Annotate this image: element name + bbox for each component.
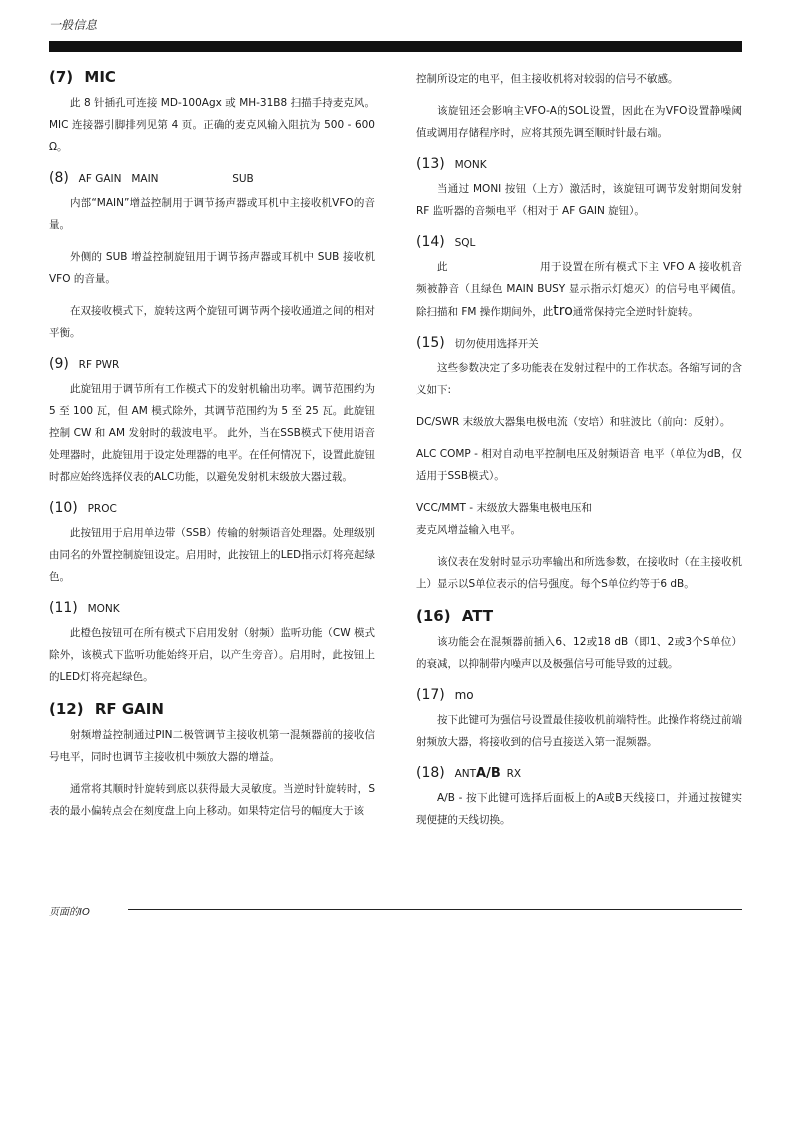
- section-number: (10): [49, 500, 78, 516]
- paragraph: 此橙色按钮可在所有模式下启用发射（射频）监听功能（CW 模式除外，该模式下监听功能始终开启，以产生旁音）。启用时，此按钮上的LED灯将亮起绿色。: [49, 627, 375, 683]
- section-title: PROC: [87, 503, 117, 515]
- section-number: (17): [416, 687, 445, 703]
- section-number: (14): [416, 234, 445, 250]
- paragraph: 此 8 针插孔可连接 MD-100Agx 或 MH-31B8 扫描手持麦克风。MIC 连接器引脚排列见第 4 页。正确的麦克风输入阻抗为 500 - 600 Ω。: [49, 97, 375, 153]
- text-run: 此: [437, 261, 448, 273]
- section-10-proc: [49, 500, 375, 588]
- section-title: AF GAIN: [78, 173, 122, 185]
- section-15-meter-select: [416, 335, 742, 595]
- section-number: (8): [49, 170, 69, 186]
- section-12-continued: [416, 68, 742, 144]
- section-12-rf-gain: [49, 700, 375, 822]
- section-number: (18): [416, 765, 445, 781]
- paragraph: 这些参数决定了多功能表在发射过程中的工作状态。各缩写词的含义如下:: [416, 362, 742, 396]
- footer-page-label: 页面的IO: [49, 907, 90, 918]
- section-16-att: [416, 607, 742, 675]
- section-11-monk: [49, 600, 375, 688]
- text-run: 通常保持完全逆时针旋转。: [572, 306, 699, 318]
- section-heading: [416, 234, 742, 250]
- paragraph: 外侧的 SUB 增益控制旋钮用于调节扬声器或耳机中 SUB 接收机 VFO 的音量。: [49, 251, 375, 285]
- section-number: (11): [49, 600, 78, 616]
- header-bar: [49, 41, 742, 52]
- section-heading: [49, 700, 375, 718]
- section-title-ant: ANT: [454, 768, 477, 780]
- paragraph: 当通过 MONI 按钮（上方）激活时，该旋钮可调节发射期间发射 RF 监听器的音频电平（相对于 AF GAIN 旋钮）。: [416, 183, 742, 217]
- section-number: (15): [416, 335, 445, 351]
- paragraph: 该功能会在混频器前插入6、12或18 dB（即1、2或3个S单位）的衰减，以抑制带内噪声以及极强信号可能导致的过载。: [416, 636, 742, 670]
- section-number: (16): [416, 607, 451, 625]
- section-title: RF GAIN: [94, 700, 164, 718]
- paragraph: 麦克风增益输入电平。: [416, 524, 521, 536]
- paragraph: 控制所设定的电平，但主接收机将对较弱的信号不敏感。: [416, 73, 679, 85]
- paragraph: VCC/MMT - 末级放大器集电极电压和: [416, 502, 592, 514]
- section-title: 切勿使用选择开关: [454, 338, 539, 350]
- section-heading: [416, 687, 742, 703]
- section-title-rx: RX: [506, 768, 522, 780]
- paragraph: 在双接收模式下，旋转这两个旋钮可调节两个接收通道之间的相对平衡。: [49, 305, 375, 339]
- section-number: (9): [49, 356, 69, 372]
- section-title-ab: A/B: [476, 766, 501, 781]
- paragraph: 通常将其顺时针旋转到底以获得最大灵敏度。当逆时针旋转时，S表的最小偏转点会在刻度盘上向上移动。如果特定信号的幅度大于该: [49, 783, 375, 817]
- section-number: (12): [49, 700, 84, 718]
- paragraph: 此按钮用于启用单边带（SSB）传输的射频语音处理器。处理级别由同名的外置控制旋钮设定。启用时，此按钮上的LED指示灯将亮起绿色。: [49, 527, 375, 583]
- paragraph: 射频增益控制通过PIN二极管调节主接收机第一混频器前的接收信号电平，同时也调节主接收机中频放大器的增益。: [49, 729, 375, 763]
- paragraph: 按下此键可为强信号设置最佳接收机前端特性。此操作将绕过前端射频放大器，将接收到的信号直接送入第一混频器。: [416, 714, 742, 748]
- footer-rule: [128, 909, 742, 910]
- section-heading: [49, 170, 375, 186]
- section-7-mic: [49, 68, 375, 158]
- section-heading: [49, 68, 375, 86]
- page-header-title: 一般信息: [49, 18, 98, 32]
- section-13-monk: [416, 156, 742, 222]
- section-number: (13): [416, 156, 445, 172]
- text-run: tro: [553, 303, 573, 319]
- section-heading: [416, 765, 742, 781]
- section-title: RF PWR: [78, 359, 120, 371]
- section-title: mo: [454, 688, 474, 702]
- section-heading: [416, 335, 742, 351]
- text-run: 用于设置在所有模式下主 VFO A 接收机音频被静音（且绿色 MAIN BUSY 显示指示灯熄灭）的信号电平阈值。除扫描和 FM 操作期间外，此: [416, 261, 743, 318]
- section-8-af-gain: [49, 170, 375, 344]
- section-heading: [49, 500, 375, 516]
- section-9-rf-pwr: [49, 356, 375, 488]
- section-18-ant-ab: [416, 765, 742, 831]
- paragraph: 该旋钮还会影响主VFO-A的SOL设置，因此在为VFO设置静噪阈值或调用存储程序时，应将其预先调至顺时针最右端。: [416, 105, 742, 139]
- paragraph: 此旋钮用于调节所有工作模式下的发射机输出功率。调节范围约为 5 至 100 瓦，但 AM 模式除外，其调节范围约为 5 至 25 瓦。此旋钮控制 CW 和 AM 发射时的载波电平。 此外，当在SSB模式下使用语音处理器时，此旋钮用于设定处理器的电平。在任何情况下，设置此旋钮时都应始终选择仪表的ALC功能，以避免发射机末级放大器过载。: [49, 383, 375, 483]
- section-heading: [49, 356, 375, 372]
- paragraph: A/B - 按下此键可选择后面板上的A或B天线接口，并通过按键实现便捷的天线切换。: [416, 792, 742, 826]
- section-title: SQL: [454, 237, 476, 249]
- paragraph: 内部“MAIN”增益控制用于调节扬声器或耳机中主接收机VFO的音量。: [49, 197, 375, 231]
- section-number: (7): [49, 68, 74, 86]
- left-column: [49, 68, 375, 834]
- section-title-sub: SUB: [232, 173, 254, 185]
- section-title-main: MAIN: [131, 173, 159, 185]
- section-heading: [416, 607, 742, 625]
- section-17-ipo: [416, 687, 742, 753]
- paragraph: DC/SWR 末级放大器集电极电流（安培）和驻波比（前向：反射）。: [416, 416, 731, 428]
- right-column: [416, 68, 742, 843]
- section-title: MONK: [87, 603, 120, 615]
- section-heading: [49, 600, 375, 616]
- section-title: MIC: [84, 68, 116, 86]
- paragraph: [416, 256, 742, 323]
- paragraph: ALC COMP - 相对自动电平控制电压及射频语音 电平（单位为dB，仅适用于SSB模式）。: [416, 448, 742, 482]
- section-14-sql: [416, 234, 742, 323]
- section-title: ATT: [461, 607, 494, 625]
- section-title: MONK: [454, 159, 487, 171]
- section-heading: [416, 156, 742, 172]
- paragraph: 该仪表在发射时显示功率输出和所选参数，在接收时（在主接收机上）显示以S单位表示的信号强度。每个S单位约等于6 dB。: [416, 556, 742, 590]
